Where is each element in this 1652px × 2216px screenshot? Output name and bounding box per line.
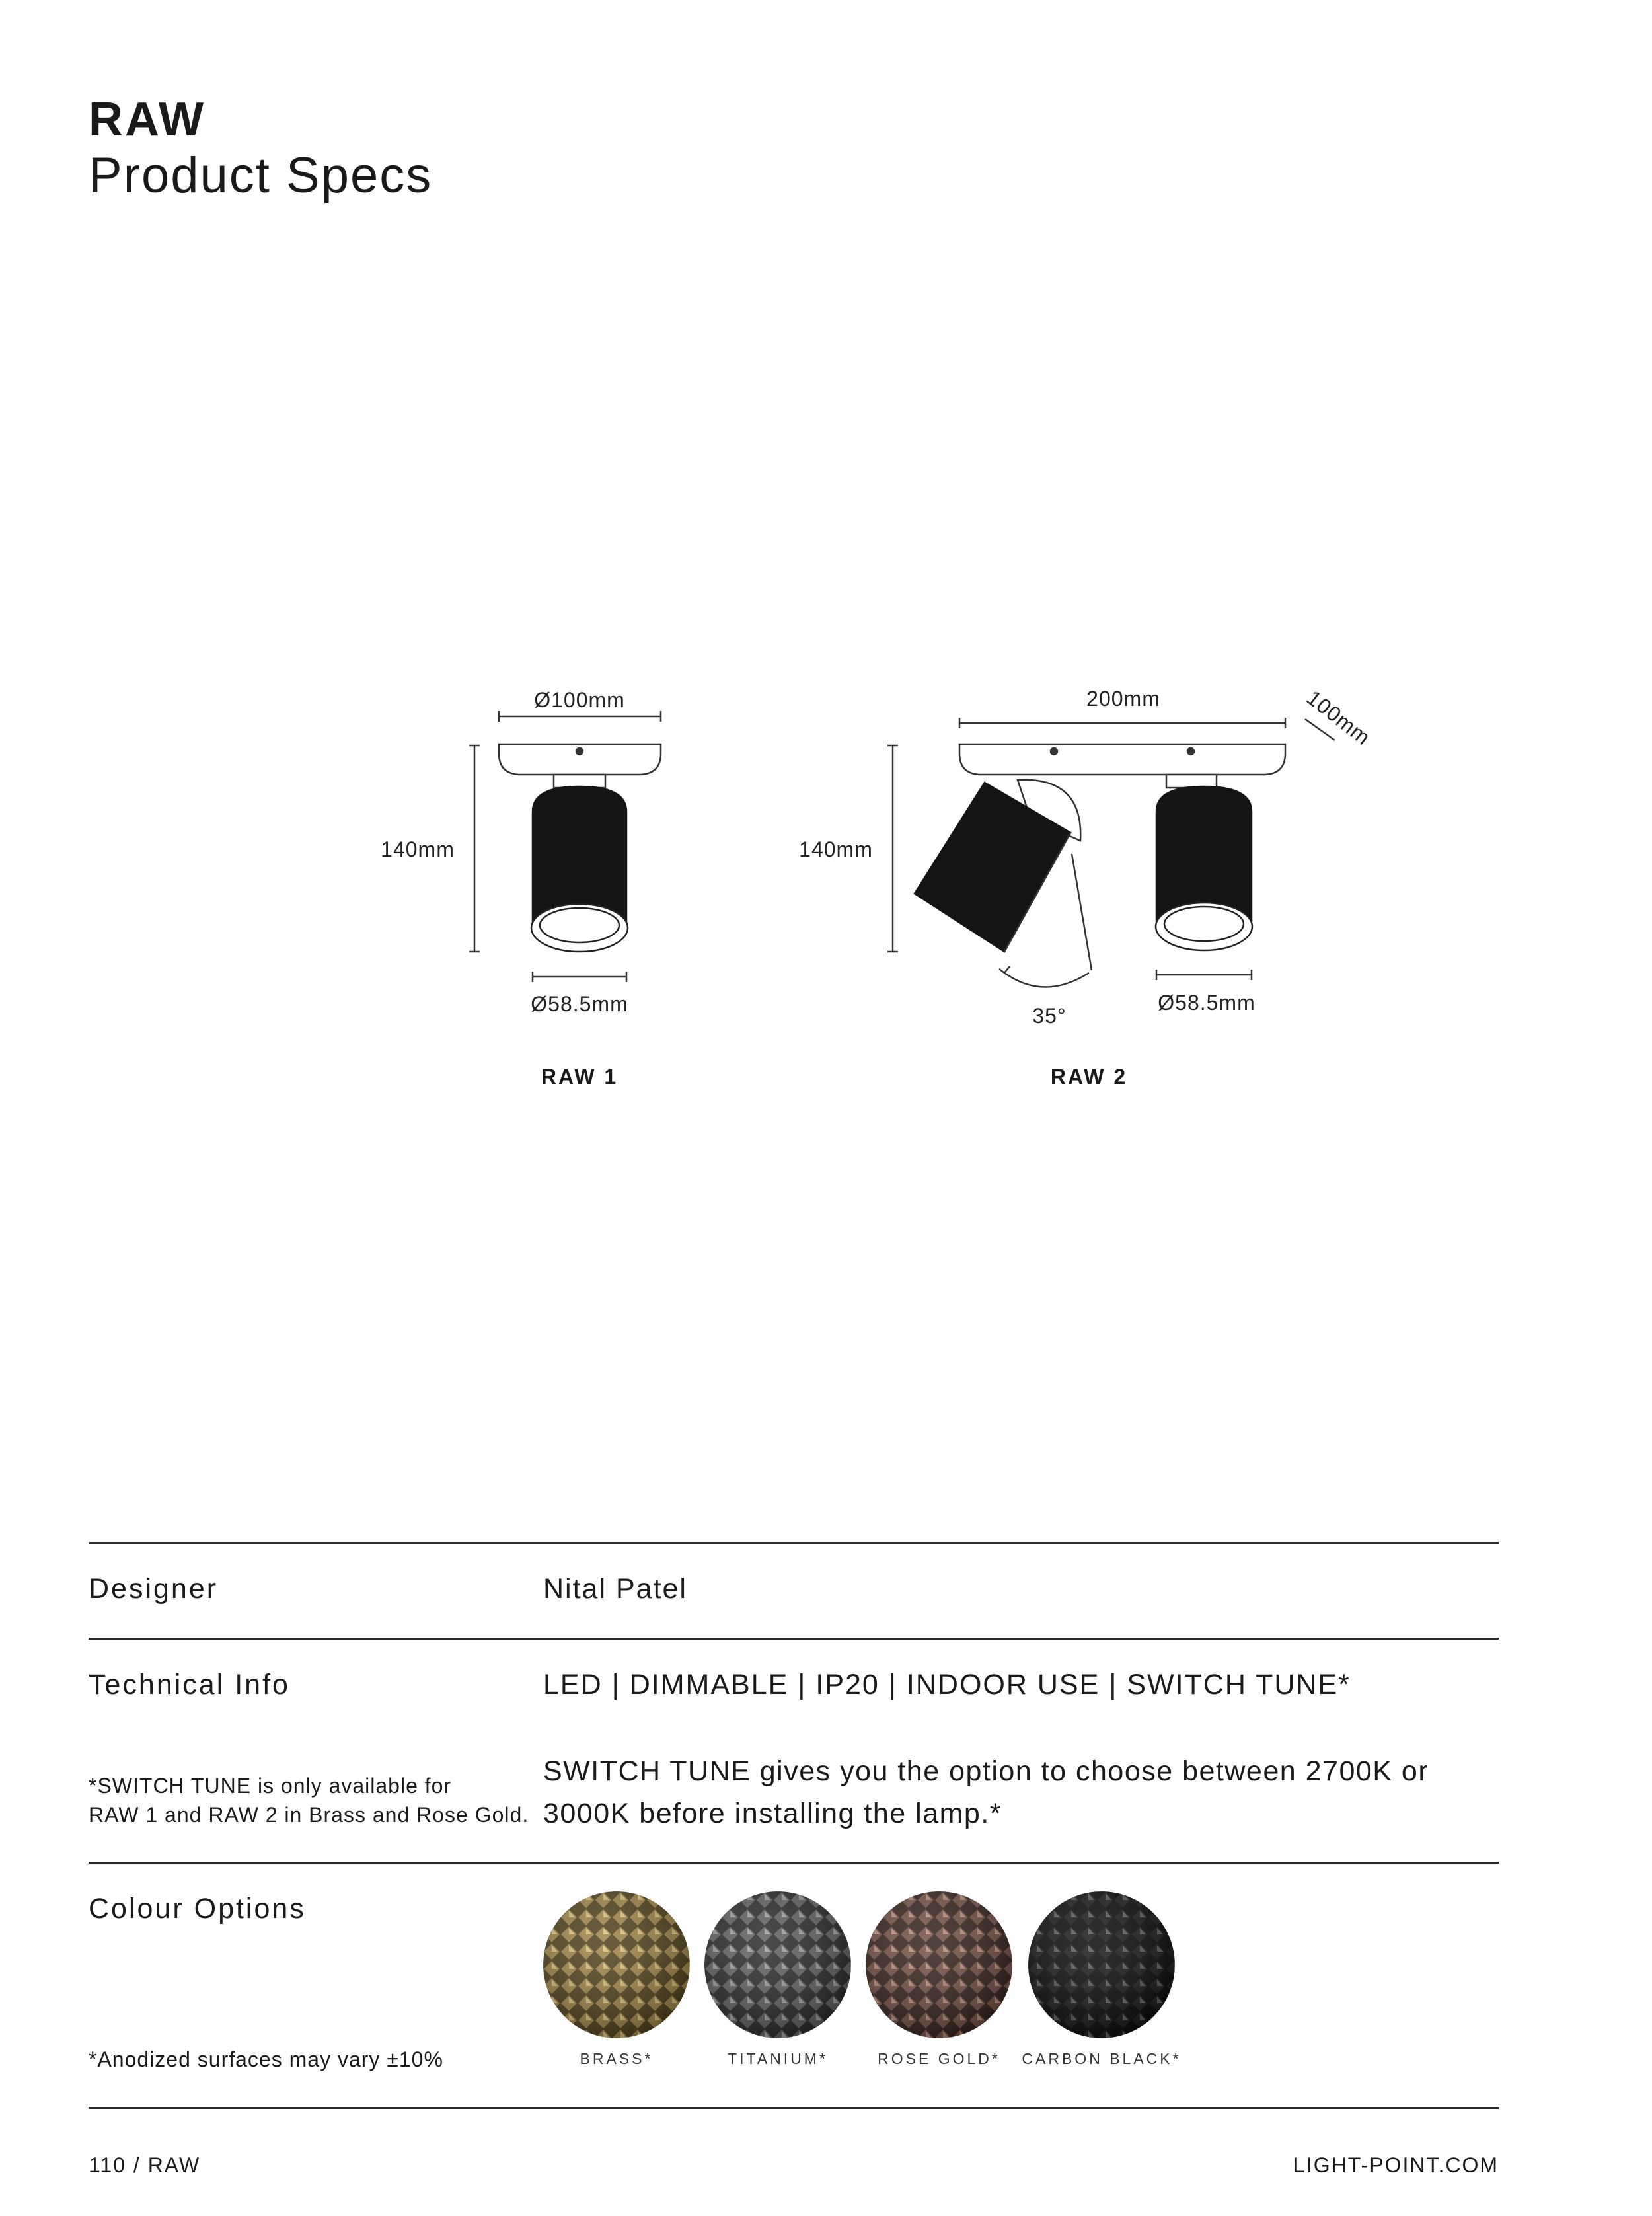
product-title: RAW [89,93,206,146]
footer-website-link[interactable]: LIGHT-POINT.COM [1293,2153,1499,2177]
colour-swatch-brass[interactable] [543,1891,690,2038]
raw2-drawing [887,718,1335,987]
raw2-name: RAW 2 [1050,1065,1128,1089]
divider [89,2107,1499,2109]
raw1-height-dim: 140mm [381,837,455,861]
raw2-height-dim: 140mm [799,837,873,861]
footer-page-number: 110 / RAW [89,2153,201,2177]
divider [89,1638,1499,1640]
colour-swatch-carbon-black[interactable] [1028,1891,1175,2038]
divider [89,1862,1499,1864]
page-subtitle: Product Specs [89,147,433,204]
colour-swatch-label: ROSE GOLD* [878,2050,1000,2067]
raw1-plate-dim: Ø100mm [534,688,625,712]
switch-tune-note-line1: *SWITCH TUNE is only available for [89,1774,452,1798]
raw1-name: RAW 1 [541,1065,619,1089]
technical-drawings [0,648,1652,1110]
colour-swatch-label: CARBON BLACK* [1022,2050,1182,2067]
raw2-angle: 35° [1032,1004,1067,1028]
technical-info-value: LED | DIMMABLE | IP20 | INDOOR USE | SWITCH TUNE* [543,1669,1351,1700]
raw2-base-dim: Ø58.5mm [1158,991,1256,1014]
designer-value: Nital Patel [543,1573,687,1605]
switch-tune-note [89,1771,529,1829]
colour-swatch-label: TITANIUM* [728,2050,828,2067]
colour-swatch-titanium[interactable] [704,1891,851,2038]
raw1-base-dim: Ø58.5mm [531,992,628,1016]
switch-tune-note-line2: RAW 1 and RAW 2 in Brass and Rose Gold. [89,1803,529,1827]
raw2-depth-dim: 100mm [1302,685,1375,750]
colour-options-label: Colour Options [89,1893,306,1925]
raw2-width-dim: 200mm [1086,687,1160,710]
divider [89,1542,1499,1544]
raw1-drawing [469,711,661,982]
technical-info-label: Technical Info [89,1669,290,1700]
colour-swatch-label: BRASS* [580,2050,654,2067]
designer-label: Designer [89,1573,219,1605]
colour-swatch-rose-gold[interactable] [866,1891,1012,2038]
switch-tune-description: SWITCH TUNE gives you the option to choose between 2700K or 3000K before installing the lamp.* [543,1755,1429,1829]
anodized-note: *Anodized surfaces may vary ±10% [89,2047,443,2071]
